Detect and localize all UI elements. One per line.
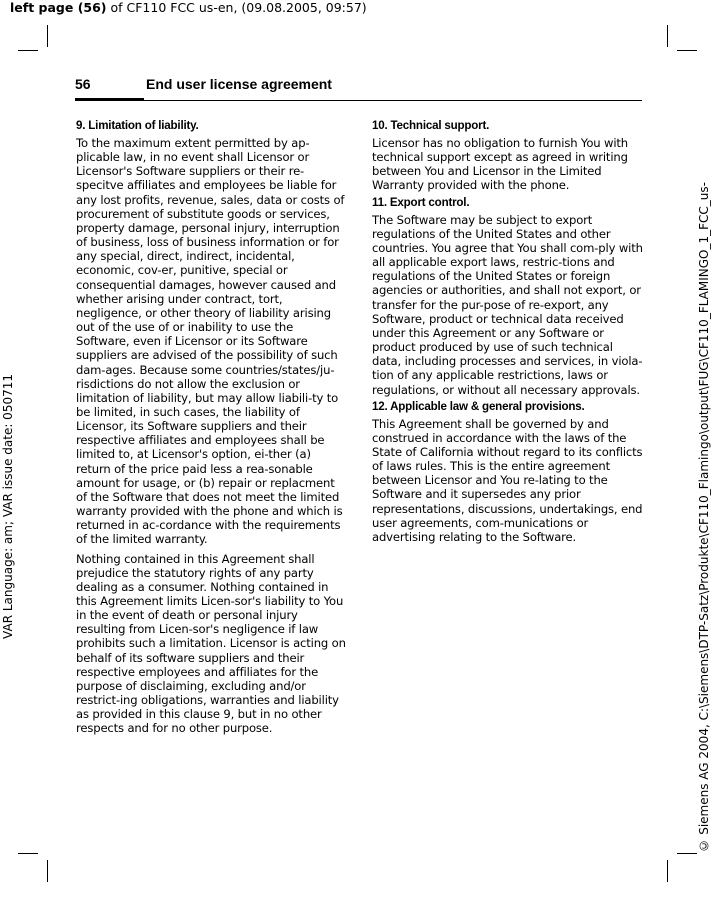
slug-file-info: of CF110 FCC us-en, (09.08.2005, 09:57)	[106, 0, 367, 15]
crop-mark	[677, 50, 697, 51]
var-language-note: VAR Language: am; VAR issue date: 050711	[1, 374, 15, 639]
print-slug	[10, 0, 367, 16]
crop-mark	[677, 853, 697, 854]
section-12-heading: 12. Applicable law & general provisions.	[372, 399, 585, 413]
left-column	[76, 119, 346, 741]
section-11-heading: 11. Export control.	[372, 195, 470, 209]
slug-page-label: left page (56)	[10, 0, 107, 15]
crop-mark	[667, 860, 668, 882]
section-9-heading: 9. Limitation of liability.	[76, 119, 199, 132]
section-10-heading: 10. Technical support.	[372, 119, 490, 132]
section-9-paragraph-1: To the maximum extent permitted by ap-plicable law, in no event shall Licensor or Licensor's Software suppliers or their re-specitve affiliates and employees be liable for any lost profits, revenue, sales, data or costs of procurement of substitute goods or services, property damage, personal injury, interruption of business, loss of business information or for any special, direct, indirect, incidental, economic, cov-er, punitive, special or consequential damages, however caused and whether arising under contract, tort, negligence, or other theory of liability arising out of the use of or inability to use the Software, even if Licensor or its Software suppliers are advised of the possibility of such dam-ages. Because some countries/states/ju-risdictions do not allow the exclusion or limitation of liability, but may allow liabili-ty to be limited, in such cases, the liability of Licensor, its Software suppliers and their respective affiliates and employees shall be limited to, at Licensor's option, ei-ther (a) return of the price paid less a rea-sonable amount for usage, or (b) repair or replacment of the Software that does not meet the limited warranty provided with the phone and which is returned in ac-cordance with the requirements of the limited warranty.	[76, 136, 345, 547]
page-number: 56	[75, 76, 91, 92]
section-11-paragraph: The Software may be subject to export regulations of the United States and other countries. You agree that You shall com-ply with all applicable export laws, restric-tions and regulations of the United States or foreign agencies or authorities, and shall not export, or transfer for the pur-pose of re-export, any Software, product or technical data received under this Agreement or any Software or product produced by use of such technical data, including processes and services, in viola-tion of any applicable restrictions, laws or regulations, or without all necessary approvals.	[372, 212, 643, 397]
copyright-path-note: © Siemens AG 2004, C:\Siemens\DTP-Satz\Produkte\CF110_Flamingo\output\FUG\CF110_FLAMINGO_1_FCC_us-	[697, 182, 711, 853]
left-margin-note	[0, 0, 18, 909]
header-rule-thick	[75, 98, 144, 101]
crop-mark	[667, 25, 668, 47]
section-12-paragraph: This Agreement shall be governed by and construed in accordance with the laws of the State of California without regard to its conflicts of laws rules. This is the entire agreement between Licensor and You re-lating to the Software and it supersedes any prior representations, discussions, undertakings, end user agreements, com-munications or advertising relating to the Software.	[372, 416, 643, 544]
crop-mark	[18, 853, 38, 854]
crop-mark	[47, 25, 48, 47]
right-margin-note	[696, 0, 715, 909]
header-rule-thin	[144, 100, 642, 101]
section-10-paragraph: Licensor has no obligation to furnish You with technical support except as agreed in writing between You and Licensor in the Limited Warranty provided with the phone.	[372, 136, 629, 193]
section-9-paragraph-2: Nothing contained in this Agreement shall prejudice the statutory rights of any party dealing as a consumer. Nothing contained in this Agreement limits Licen-sor's liability to You in the event of death or personal injury resulting from Licen-sor's negligence if law prohibits such a limitation. Licensor is acting on behalf of its software suppliers and their respective employees and affiliates for the purpose of disclaiming, excluding and/or restrict-ing obligations, warranties and liability as provided in this clause 9, but in no other respects and for no other purpose.	[76, 551, 346, 736]
right-column	[372, 119, 644, 549]
crop-mark	[18, 50, 38, 51]
crop-mark	[47, 860, 48, 882]
page-title: End user license agreement	[146, 76, 332, 92]
